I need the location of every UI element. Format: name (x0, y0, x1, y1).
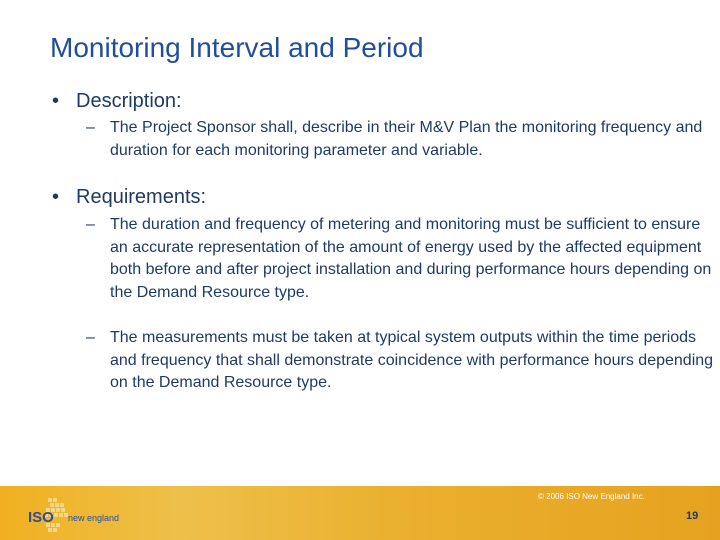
copyright-notice: © 2006 ISO New England Inc. (538, 492, 645, 501)
description-item (86, 117, 720, 162)
requirements-item-2-text: The measurements must be taken at typical system outputs within the time periods and frequency that shall demonstrate coincidence with performance hours depending on the Demand Resource type. (110, 329, 714, 391)
bullet-glyph: • (52, 90, 60, 112)
bullet-requirements (52, 186, 206, 209)
logo-name-text: new england (68, 513, 120, 523)
slide-title: Monitoring Interval and Period (50, 32, 424, 63)
bullet-glyph: • (52, 186, 60, 208)
bullet-description (52, 90, 182, 113)
iso-new-england-logo (28, 496, 128, 536)
page-number: 19 (686, 510, 699, 522)
requirements-item-1 (86, 214, 720, 304)
dash-glyph: – (86, 216, 95, 233)
dash-glyph: – (86, 329, 95, 346)
requirements-item-2 (86, 327, 720, 395)
logo-iso-text: ISO (28, 509, 54, 526)
dash-glyph: – (86, 119, 95, 136)
description-item-text: The Project Sponsor shall, describe in their M&V Plan the monitoring frequency and duration for each monitoring parameter and variable. (110, 119, 703, 159)
requirements-heading: Requirements: (76, 186, 207, 208)
description-heading: Description: (76, 90, 182, 112)
requirements-item-1-text: The duration and frequency of metering and monitoring must be sufficient to ensure an accurate representation of the amount of energy used by the affected equipment both before and after project installation and during performance hours depending on the Demand Resource type. (110, 216, 712, 301)
